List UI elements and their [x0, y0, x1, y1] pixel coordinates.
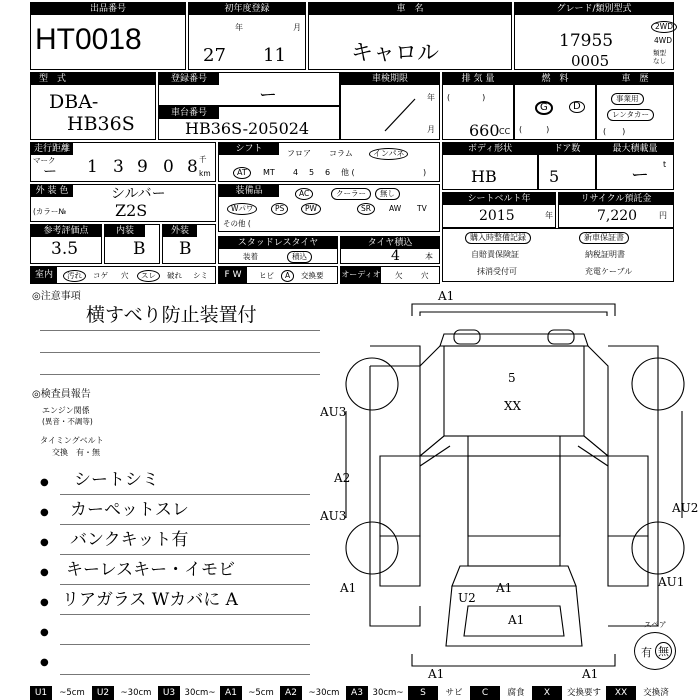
audio-hole: 穴	[421, 271, 429, 280]
tire-load-label: タイヤ積込	[341, 237, 439, 249]
legend-key: U3	[158, 686, 180, 700]
inspection-year-label: 年	[427, 93, 435, 102]
report-bullet: ●	[40, 507, 49, 518]
lot-box	[30, 2, 186, 70]
legend-value: ~30cm	[308, 688, 340, 698]
mileage-digit: 3	[113, 157, 124, 177]
fuel-paren: ( )	[519, 125, 550, 134]
equipment-box	[218, 184, 440, 232]
damage-code: AU3	[320, 509, 347, 523]
studless-loaded: 積込	[287, 251, 312, 263]
seatbelt-box	[442, 192, 556, 228]
report-item-2: カーペットスレ	[70, 500, 189, 520]
inspection-box	[340, 72, 440, 140]
equip-ac: AC	[295, 188, 313, 200]
legend-key: C	[470, 686, 500, 700]
studless-box	[218, 236, 338, 264]
damage-code: XX	[504, 399, 522, 413]
capacity-box	[596, 142, 674, 190]
drive-none: 類型なし	[653, 49, 666, 65]
legend-key: X	[532, 686, 562, 700]
mileage-unit-top: 千	[199, 155, 207, 164]
tire-load-value: 4	[391, 248, 400, 264]
legend-value: 交換済	[643, 688, 669, 698]
mileage-box	[30, 142, 216, 182]
capacity-value: ー	[631, 165, 649, 186]
fw-a: A	[281, 270, 294, 282]
legend-key: A3	[346, 686, 368, 700]
tire-load-unit: 本	[425, 252, 433, 261]
color-label: 外 装 色	[31, 185, 73, 197]
report-bullet: ●	[40, 537, 49, 548]
report-bullet: ●	[40, 477, 49, 488]
history-box	[596, 72, 674, 140]
lot-number: HT0018	[35, 23, 142, 56]
mileage-digit: 8	[187, 157, 198, 177]
notes-line-1: 横すべり防止装置付	[86, 304, 257, 326]
legend-value: ~5cm	[248, 688, 274, 698]
interior-row	[30, 266, 216, 284]
equip-wpower: Wパワ	[227, 203, 257, 215]
exterior-label: 外装	[163, 225, 197, 237]
car-name-box	[308, 2, 512, 70]
history-paren: ( )	[603, 127, 626, 136]
seatbelt-label: シートベルト年	[443, 193, 555, 205]
model-type-box	[30, 72, 156, 140]
chassis-box	[158, 106, 340, 140]
equip-other: その他 (	[223, 219, 251, 228]
mileage-unit-bottom: km	[199, 169, 211, 178]
doc-cancel: 抹消受付可	[477, 267, 517, 276]
spare-box	[634, 632, 676, 670]
shift-other: 他 (	[341, 168, 355, 177]
interior-box	[104, 224, 160, 264]
model-type-label: 型 式	[31, 73, 155, 85]
report-rule	[60, 584, 310, 585]
first-reg-box	[188, 2, 306, 70]
doc-charge-cable: 充電ケーブル	[585, 267, 633, 276]
history-business: 事業用	[611, 93, 644, 105]
studless-label: スタッドレスタイヤ	[219, 237, 337, 249]
drive-4wd: 4WD	[654, 36, 672, 45]
mileage-digit: 1	[87, 157, 98, 177]
legend-value: 30cm~	[372, 688, 404, 698]
displacement-paren: ( )	[447, 93, 486, 102]
grade-value-2: 0005	[571, 52, 610, 70]
chassis-label: 車台番号	[159, 107, 219, 119]
report-engine-sub: (異音・不調等)	[42, 417, 93, 426]
interior-burn: コゲ	[93, 271, 108, 280]
report-item-1: シートシミ	[74, 470, 159, 490]
legend-key: A2	[280, 686, 302, 700]
shift-floor: フロア	[287, 149, 311, 158]
doors-value: 5	[549, 167, 560, 186]
tire-load-box	[340, 236, 440, 264]
fw-row-label: F W	[219, 267, 247, 283]
shift-instpanel: インパネ	[369, 148, 408, 160]
reg-no-box	[158, 72, 340, 106]
damage-code: A1	[496, 581, 513, 595]
equip-pw: PW	[301, 203, 321, 215]
reg-no-value: ー	[259, 85, 277, 106]
mileage-mark-label: マーク	[33, 156, 56, 165]
damage-code: A1	[508, 613, 525, 627]
inspection-label: 車検期限	[341, 73, 439, 85]
report-rule	[60, 494, 310, 495]
body-shape-value: HB	[471, 167, 497, 186]
legend-key: S	[408, 686, 438, 700]
shift-at: AT	[233, 167, 251, 179]
damage-code: A1	[428, 667, 445, 681]
inspection-strike	[381, 95, 421, 135]
legend-value: ~30cm	[120, 688, 152, 698]
equip-sr: SR	[357, 203, 375, 215]
fuel-g: G	[535, 101, 553, 115]
legend-value: 30cm~	[184, 688, 216, 698]
car-diagram	[320, 286, 700, 684]
interior-label: 内装	[105, 225, 145, 237]
mileage-mark: ー	[43, 164, 57, 180]
car-name-value: キャロル	[351, 41, 440, 66]
audio-row-label: オーディオ	[341, 267, 381, 283]
first-reg-year: 27	[203, 45, 226, 66]
interior-row-label: 室内	[31, 267, 57, 283]
report-rule	[60, 614, 310, 615]
shift-5: 5	[309, 168, 315, 177]
seatbelt-unit: 年	[545, 211, 553, 220]
damage-code: AU2	[672, 501, 699, 515]
report-title: ◎検査員報告	[32, 389, 91, 400]
damage-code: U2	[458, 591, 476, 605]
damage-code: A2	[334, 471, 351, 485]
model-type-line2: HB36S	[67, 113, 135, 135]
notes-title: ◎注意事項	[32, 291, 81, 302]
legend-key: U1	[30, 686, 52, 700]
legend-key: U2	[92, 686, 114, 700]
equip-cooler: クーラー	[331, 188, 371, 200]
equip-tv: TV	[417, 204, 427, 213]
interior-dirt: 汚れ	[63, 270, 86, 282]
color-code: Z2S	[115, 201, 148, 220]
displacement-label: 排 気 量	[443, 73, 513, 85]
reference-value: 3.5	[51, 239, 79, 259]
report-engine: エンジン関係	[42, 406, 90, 415]
drive-2wd: 2WD	[651, 21, 677, 33]
shift-other-close: )	[423, 168, 427, 177]
interior-tear: 破れ	[167, 271, 182, 280]
equip-none: 無し	[375, 188, 400, 200]
interior-stain: シミ	[193, 271, 208, 280]
fuel-d: D	[569, 101, 585, 113]
body-shape-label: ボディ形状	[443, 143, 537, 155]
spare-no: 無	[655, 642, 672, 660]
displacement-value: 660	[469, 121, 500, 140]
legend-key: XX	[606, 686, 636, 700]
damage-code: 5	[508, 371, 516, 385]
report-rule	[60, 554, 310, 555]
capacity-unit: t	[663, 160, 667, 169]
chassis-value: HB36S-205024	[185, 119, 310, 138]
notes-rule	[40, 330, 320, 331]
displacement-box	[442, 72, 514, 140]
fw-crack: ヒビ	[259, 271, 274, 280]
body-shape-box	[442, 142, 538, 190]
damage-code: AU3	[320, 405, 347, 419]
fuel-box	[514, 72, 596, 140]
report-bullet: ●	[40, 567, 49, 578]
first-reg-label: 初年度登録	[189, 3, 305, 15]
spare-yes: 有	[641, 646, 652, 659]
shift-mt: MT	[263, 168, 275, 177]
legend-value: ~5cm	[59, 688, 85, 698]
fw-replace: 交換要	[301, 271, 324, 280]
shift-6: 6	[325, 168, 331, 177]
report-bullet: ●	[40, 597, 49, 608]
exterior-box	[162, 224, 216, 264]
studless-mounted: 装着	[243, 252, 258, 261]
damage-code: A1	[340, 581, 357, 595]
docs-box	[442, 228, 674, 282]
recycle-label: リサイクル預託金	[559, 193, 673, 205]
exterior-value: B	[179, 239, 192, 259]
interior-value: B	[133, 239, 146, 259]
first-reg-month: 11	[263, 45, 286, 66]
doors-label: ドア数	[539, 143, 595, 155]
equip-aw: AW	[389, 204, 402, 213]
report-timing-sub: 交換 有・無	[52, 448, 100, 457]
year-label: 年	[235, 23, 243, 32]
mileage-digit: 0	[163, 157, 174, 177]
legend-value: 腐食	[507, 688, 525, 698]
recycle-box	[558, 192, 674, 228]
audio-row	[340, 266, 440, 284]
reference-label: 参考評価点	[31, 225, 101, 237]
report-bullet: ●	[40, 657, 49, 668]
history-label: 車 歴	[597, 73, 673, 85]
grade-box	[514, 2, 674, 70]
mileage-digit: 9	[137, 157, 148, 177]
report-timing: タイミングベルト	[40, 436, 104, 445]
shift-box	[218, 142, 440, 182]
shift-label: シフト	[219, 143, 279, 155]
spare-label: スペア	[644, 620, 667, 629]
report-item-5: リアガラス Wカバに A	[62, 590, 238, 610]
legend-key: A1	[220, 686, 242, 700]
report-item-4: キーレスキー・イモビ	[66, 560, 236, 580]
inspection-month-label: 月	[427, 125, 435, 134]
report-rule	[60, 644, 310, 645]
shift-column: コラム	[329, 149, 353, 158]
car-name-label: 車 名	[309, 3, 511, 15]
doc-warranty: 新車保証書	[579, 232, 629, 244]
damage-code: AU1	[658, 575, 685, 589]
fuel-label: 燃 料	[515, 73, 595, 85]
color-code-label: (カラー№	[33, 207, 67, 216]
lot-label: 出品番号	[31, 3, 185, 15]
notes-rule	[40, 352, 320, 353]
interior-scuff: スレ	[137, 270, 160, 282]
audio-missing: 欠	[395, 271, 403, 280]
report-bullet: ●	[40, 627, 49, 638]
recycle-value: 7,220	[597, 208, 638, 224]
reference-box	[30, 224, 102, 264]
model-type-line1: DBA-	[49, 91, 99, 113]
notes-rule	[40, 374, 320, 375]
recycle-unit: 円	[659, 211, 667, 220]
shift-4: 4	[293, 168, 299, 177]
fw-row	[218, 266, 338, 284]
damage-code: A1	[438, 289, 455, 303]
equipment-label: 装備品	[219, 185, 279, 197]
doc-maintenance-record: 購入時整備記録	[465, 232, 531, 244]
capacity-label: 最大積載量	[597, 143, 673, 155]
seatbelt-value: 2015	[479, 208, 515, 224]
color-box	[30, 184, 216, 222]
equip-ps: PS	[271, 203, 288, 215]
mileage-label: 走行距離	[31, 143, 73, 155]
doors-box	[538, 142, 596, 190]
grade-value-1: 17955	[559, 31, 614, 51]
month-label: 月	[293, 23, 301, 32]
doc-tax-cert: 納税証明書	[585, 250, 625, 259]
report-item-3: バンクキット有	[70, 530, 189, 550]
legend-value: サビ	[445, 688, 463, 698]
grade-label: グレード/類別型式	[515, 3, 673, 15]
doc-insurance: 自賠責保険証	[471, 250, 519, 259]
report-rule	[60, 524, 310, 525]
interior-hole: 穴	[121, 271, 129, 280]
reg-no-label: 登録番号	[159, 73, 219, 85]
legend-value: 交換要す	[566, 688, 601, 698]
damage-code: A1	[582, 667, 599, 681]
color-value: シルバー	[111, 186, 166, 202]
report-rule	[60, 674, 310, 675]
displacement-unit: CC	[499, 127, 511, 136]
history-rental: レンタカー	[607, 109, 654, 121]
